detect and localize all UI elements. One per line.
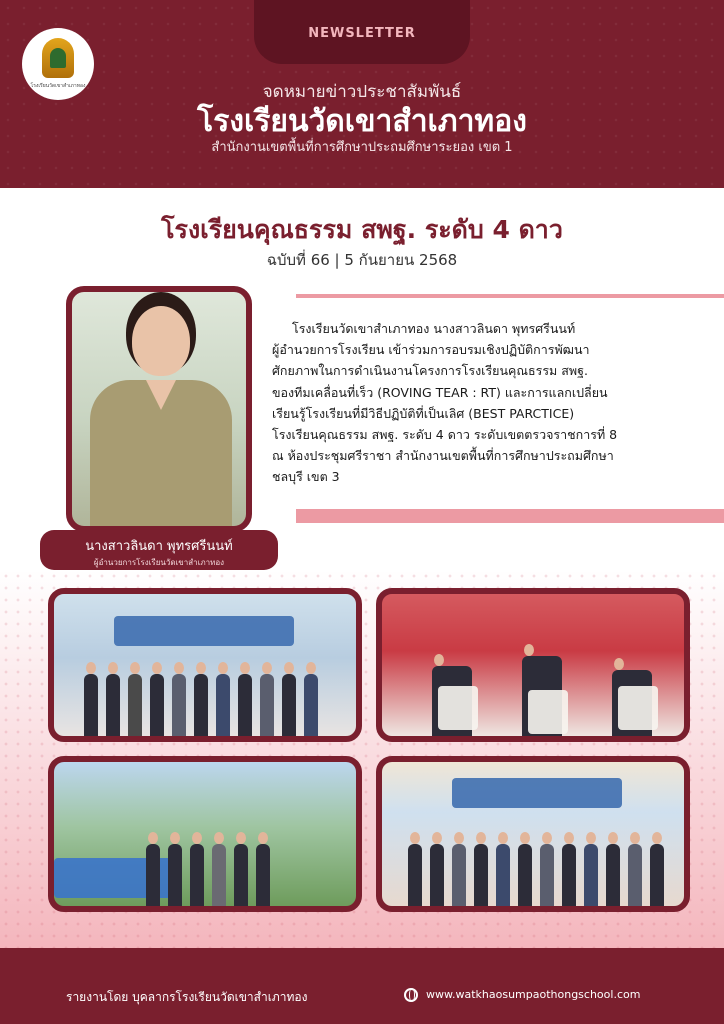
newsletter-footer [0, 948, 724, 1024]
photo-group-event [48, 588, 362, 742]
globe-icon [404, 988, 418, 1002]
photo-person [282, 674, 296, 736]
photo-outdoor [48, 756, 362, 912]
photo-person [194, 674, 208, 736]
article-line: ชลบุรี เขต 3 [272, 469, 340, 485]
logo-text: โรงเรียนวัดเขาสำเภาทอง [30, 83, 86, 89]
photo-person [650, 844, 664, 906]
director-portrait [66, 286, 252, 532]
article-body [272, 318, 712, 488]
photo-person [474, 844, 488, 906]
portrait-head [132, 306, 190, 376]
photo-person [304, 674, 318, 736]
article-line: โรงเรียนวัดเขาสำเภาทอง นางสาวลินดา พุทรศรีนนท์ [292, 321, 576, 336]
photo-person [128, 674, 142, 736]
article-line: เรียนรู้โรงเรียนที่มีวิธีปฏิบัติที่เป็นเลิศ (BEST PARCTICE) [272, 405, 575, 421]
photo-person [452, 844, 466, 906]
article-line: ผู้อำนวยการโรงเรียน เข้าร่วมการอบรมเชิงปฏิบัติการพัฒนา [272, 342, 590, 358]
photo-banner [452, 778, 622, 808]
certificate [618, 686, 658, 730]
article-line: ศักยภาพในการดำเนินงานโครงการโรงเรียนคุณธรรม สพฐ. [272, 363, 588, 379]
photo-banner [114, 616, 294, 646]
photo-person [216, 674, 230, 736]
director-position: ผู้อำนวยการโรงเรียนวัดเขาสำเภาทอง [93, 558, 225, 567]
photo-person [628, 844, 642, 906]
school-name-title: โรงเรียนวัดเขาสำเภาทอง [197, 104, 527, 139]
reporter-credit: รายงานโดย บุคลากรโรงเรียนวัดเขาสำเภาทอง [66, 990, 308, 1004]
photo-person [168, 844, 182, 906]
photo-person [260, 674, 274, 736]
photo-person [238, 674, 252, 736]
photo-person [256, 844, 270, 906]
newsletter-tag: NEWSLETTER [254, 0, 470, 64]
certificate [528, 690, 568, 734]
photo-person [540, 844, 554, 906]
crest-inner [50, 48, 66, 68]
photo-person [518, 844, 532, 906]
photo-person [562, 844, 576, 906]
newsletter-header [0, 0, 724, 188]
photo-person [106, 674, 120, 736]
photo-indoor-group [376, 756, 690, 912]
photo-person [584, 844, 598, 906]
photo-person [408, 844, 422, 906]
photo-person [606, 844, 620, 906]
photo-person [190, 844, 204, 906]
photo-certificates [376, 588, 690, 742]
article-line: ณ ห้องประชุมศรีราชา สำนักงานเขตพื้นที่การศึกษาประถมศึกษา [272, 448, 614, 464]
photo-person [234, 844, 248, 906]
certificate [438, 686, 478, 730]
accent-bar-bottom [296, 509, 724, 523]
director-name: นางสาวลินดา พุทรศรีนนท์ [85, 539, 233, 554]
photo-person [150, 674, 164, 736]
photo-person [212, 844, 226, 906]
accent-bar-top [296, 294, 724, 298]
portrait-caption [40, 530, 278, 570]
photo-person [430, 844, 444, 906]
article-line: ของทีมเคลื่อนที่เร็ว (ROVING TEAR : RT) และการแลกเปลี่ยน [272, 384, 608, 400]
header-subtitle: จดหมายข่าวประชาสัมพันธ์ [262, 82, 462, 102]
photo-person [172, 674, 186, 736]
photo-person [84, 674, 98, 736]
article-title: โรงเรียนคุณธรรม สพฐ. ระดับ 4 ดาว [161, 215, 563, 244]
header-office: สำนักงานเขตพื้นที่การศึกษาประถมศึกษาระยอง เขต 1 [211, 140, 513, 155]
website-link[interactable]: www.watkhaosumpaothongschool.com [426, 988, 641, 1001]
photo-person [146, 844, 160, 906]
photo-person [496, 844, 510, 906]
article-line: โรงเรียนคุณธรรม สพฐ. ระดับ 4 ดาว ระดับเขตตรวจราชการที่ 8 [272, 427, 618, 443]
issue-info: ฉบับที่ 66 | 5 กันยายน 2568 [266, 251, 458, 269]
